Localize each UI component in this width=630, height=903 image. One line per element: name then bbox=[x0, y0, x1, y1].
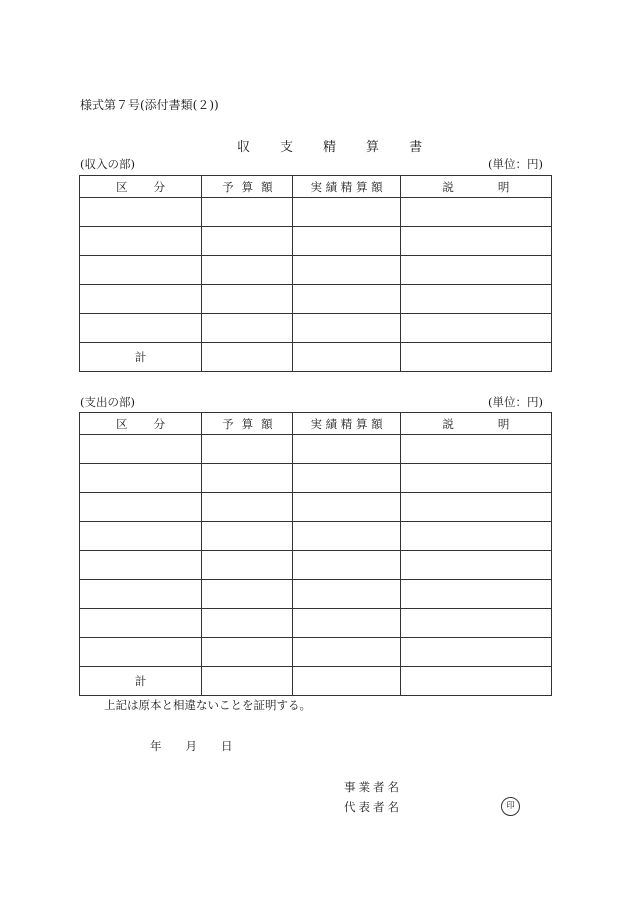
header-category bbox=[80, 176, 202, 198]
description-total-cell[interactable] bbox=[400, 343, 551, 372]
actual-cell[interactable] bbox=[293, 609, 400, 638]
description-cell[interactable] bbox=[400, 638, 551, 667]
header-budget bbox=[202, 176, 293, 198]
actual-total-cell[interactable] bbox=[293, 343, 400, 372]
budget-cell[interactable] bbox=[202, 464, 293, 493]
header-char: 分 bbox=[153, 416, 166, 431]
date-month-label: 月 bbox=[185, 739, 197, 753]
category-cell[interactable] bbox=[80, 551, 202, 580]
actual-cell[interactable] bbox=[293, 435, 400, 464]
expense-total-row bbox=[80, 667, 552, 696]
date-line bbox=[150, 738, 257, 754]
title-char: 支 bbox=[280, 140, 294, 155]
actual-cell[interactable] bbox=[293, 464, 400, 493]
date-day-label: 日 bbox=[221, 739, 233, 753]
budget-cell[interactable] bbox=[202, 227, 293, 256]
header-char: 算 bbox=[241, 179, 254, 194]
category-cell[interactable] bbox=[80, 609, 202, 638]
seal-mark: 印 bbox=[501, 797, 520, 816]
income-unit-label: (単位：円) bbox=[488, 157, 543, 171]
header-char: 額 bbox=[261, 179, 273, 194]
income-table bbox=[79, 175, 552, 372]
description-total-cell[interactable] bbox=[400, 667, 551, 696]
budget-cell[interactable] bbox=[202, 314, 293, 343]
actual-cell[interactable] bbox=[293, 314, 400, 343]
description-cell[interactable] bbox=[400, 551, 551, 580]
total-label: 計 bbox=[80, 667, 202, 696]
representative-name-label: 代表者名 bbox=[344, 800, 402, 814]
expense-header-row bbox=[80, 413, 552, 435]
header-budget bbox=[202, 413, 293, 435]
category-cell[interactable] bbox=[80, 638, 202, 667]
description-cell[interactable] bbox=[400, 580, 551, 609]
expense-table bbox=[79, 412, 552, 696]
header-char: 区 bbox=[116, 416, 128, 431]
header-char: 算 bbox=[241, 416, 254, 431]
table-row bbox=[80, 638, 552, 667]
actual-cell[interactable] bbox=[293, 256, 400, 285]
budget-cell[interactable] bbox=[202, 522, 293, 551]
category-cell[interactable] bbox=[80, 256, 202, 285]
description-cell[interactable] bbox=[400, 522, 551, 551]
header-description bbox=[400, 413, 551, 435]
table-row bbox=[80, 493, 552, 522]
actual-cell[interactable] bbox=[293, 227, 400, 256]
category-cell[interactable] bbox=[80, 522, 202, 551]
title-char: 収 bbox=[237, 140, 251, 155]
actual-cell[interactable] bbox=[293, 522, 400, 551]
title-char: 書 bbox=[409, 140, 423, 155]
table-row bbox=[80, 227, 552, 256]
header-char: 説 bbox=[442, 416, 454, 431]
actual-cell[interactable] bbox=[293, 638, 400, 667]
header-char: 予 bbox=[222, 416, 234, 431]
actual-cell[interactable] bbox=[293, 198, 400, 227]
actual-cell[interactable] bbox=[293, 493, 400, 522]
description-cell[interactable] bbox=[400, 256, 551, 285]
actual-cell[interactable] bbox=[293, 580, 400, 609]
expense-unit-label: (単位：円) bbox=[488, 395, 543, 409]
budget-total-cell[interactable] bbox=[202, 667, 293, 696]
budget-cell[interactable] bbox=[202, 435, 293, 464]
document-title bbox=[237, 136, 422, 155]
header-char: 分 bbox=[153, 179, 166, 194]
budget-total-cell[interactable] bbox=[202, 343, 293, 372]
header-actual: 実 績 精 算 額 bbox=[293, 413, 400, 435]
table-row bbox=[80, 580, 552, 609]
budget-cell[interactable] bbox=[202, 638, 293, 667]
header-char: 額 bbox=[261, 416, 273, 431]
category-cell[interactable] bbox=[80, 227, 202, 256]
budget-cell[interactable] bbox=[202, 256, 293, 285]
description-cell[interactable] bbox=[400, 227, 551, 256]
header-actual: 実 績 精 算 額 bbox=[293, 176, 400, 198]
description-cell[interactable] bbox=[400, 435, 551, 464]
description-cell[interactable] bbox=[400, 285, 551, 314]
total-label: 計 bbox=[80, 343, 202, 372]
description-cell[interactable] bbox=[400, 314, 551, 343]
table-row bbox=[80, 551, 552, 580]
table-row bbox=[80, 464, 552, 493]
table-row bbox=[80, 435, 552, 464]
header-category bbox=[80, 413, 202, 435]
category-cell[interactable] bbox=[80, 198, 202, 227]
budget-cell[interactable] bbox=[202, 609, 293, 638]
budget-cell[interactable] bbox=[202, 285, 293, 314]
expense-section-label: (支出の部) bbox=[80, 395, 135, 409]
category-cell[interactable] bbox=[80, 493, 202, 522]
header-description bbox=[400, 176, 551, 198]
actual-total-cell[interactable] bbox=[293, 667, 400, 696]
income-header-row bbox=[80, 176, 552, 198]
date-year-label: 年 bbox=[150, 739, 162, 753]
category-cell[interactable] bbox=[80, 285, 202, 314]
actual-cell[interactable] bbox=[293, 551, 400, 580]
header-char: 説 bbox=[442, 179, 454, 194]
table-row bbox=[80, 256, 552, 285]
table-row bbox=[80, 522, 552, 551]
form-number: 様式第７号(添付書類(２)) bbox=[80, 98, 219, 112]
category-cell[interactable] bbox=[80, 435, 202, 464]
header-char: 予 bbox=[222, 179, 234, 194]
title-char: 精 bbox=[323, 140, 337, 155]
certification-text: 上記は原本と相違ないことを証明する。 bbox=[104, 698, 311, 712]
business-name-label: 事業者名 bbox=[344, 780, 402, 794]
description-cell[interactable] bbox=[400, 198, 551, 227]
category-cell[interactable] bbox=[80, 580, 202, 609]
header-char: 区 bbox=[116, 179, 128, 194]
actual-cell[interactable] bbox=[293, 285, 400, 314]
budget-cell[interactable] bbox=[202, 551, 293, 580]
table-row bbox=[80, 609, 552, 638]
table-row bbox=[80, 198, 552, 227]
budget-cell[interactable] bbox=[202, 580, 293, 609]
table-row bbox=[80, 314, 552, 343]
table-row bbox=[80, 285, 552, 314]
description-cell[interactable] bbox=[400, 493, 551, 522]
header-char: 明 bbox=[497, 416, 510, 431]
budget-cell[interactable] bbox=[202, 493, 293, 522]
income-section-label: (収入の部) bbox=[80, 157, 135, 171]
title-char: 算 bbox=[366, 140, 380, 155]
description-cell[interactable] bbox=[400, 609, 551, 638]
header-char: 明 bbox=[497, 179, 510, 194]
income-total-row bbox=[80, 343, 552, 372]
budget-cell[interactable] bbox=[202, 198, 293, 227]
category-cell[interactable] bbox=[80, 464, 202, 493]
description-cell[interactable] bbox=[400, 464, 551, 493]
category-cell[interactable] bbox=[80, 314, 202, 343]
